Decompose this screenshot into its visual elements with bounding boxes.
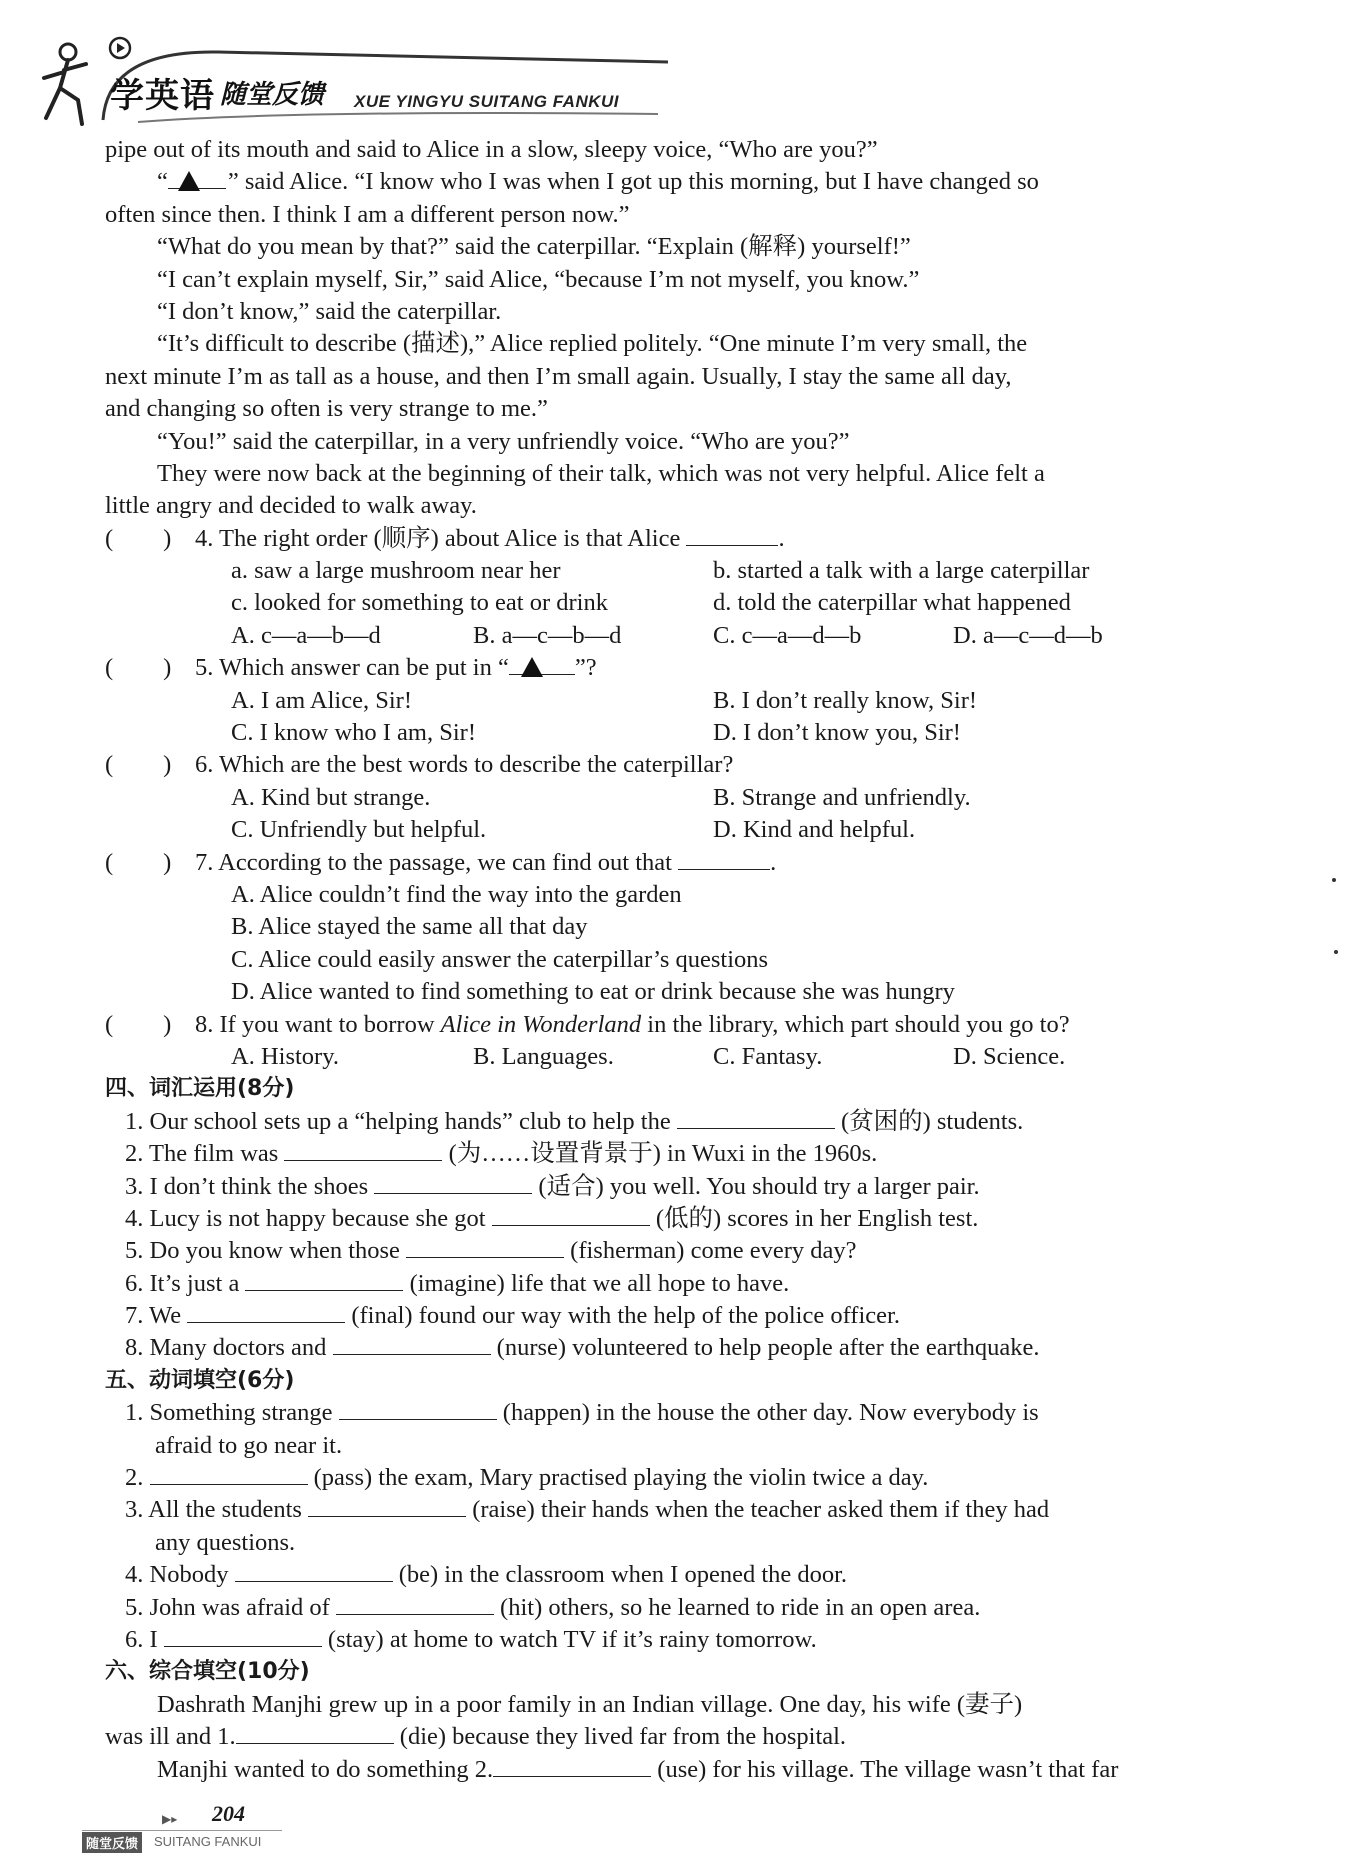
option-d[interactable]: D. Science.: [953, 1042, 1066, 1070]
cloze-line: Dashrath Manjhi grew up in a poor family in an Indian village. One day, his wife (妻子): [157, 1690, 1023, 1718]
question-stem: 6. Which are the best words to describe the caterpillar?: [195, 751, 734, 779]
option-c[interactable]: C. Unfriendly but helpful.: [231, 816, 487, 844]
answer-blank[interactable]: [374, 1171, 532, 1194]
margin-dot: [1334, 950, 1338, 954]
question-7-option: [105, 911, 1225, 943]
section-4-title: 四、词汇运用(8分): [105, 1076, 295, 1102]
verb-item: 1. Something strange (happen) in the house the other day. Now everybody is: [125, 1399, 1039, 1427]
question-5-options: [105, 717, 1225, 749]
answer-blank[interactable]: [236, 1721, 394, 1744]
question-7: ( ) 7. According to the passage, we can find out that .: [105, 847, 1225, 879]
vocab-item: 2. The film was (为……设置背景于) in Wuxi in the 1960s.: [125, 1140, 878, 1168]
margin-dot: [1332, 878, 1336, 882]
passage-line: pipe out of its mouth and said to Alice in a slow, sleepy voice, “Who are you?”: [105, 136, 878, 163]
verb-item-cont: afraid to go near it.: [155, 1431, 343, 1459]
item-b: b. started a talk with a large caterpillar: [713, 557, 1090, 585]
answer-blank[interactable]: [677, 1106, 835, 1129]
worksheet-content: [105, 134, 1225, 1786]
vocab-item: 6. It’s just a (imagine) life that we all hope to have.: [125, 1269, 790, 1297]
answer-paren[interactable]: ( ): [105, 1010, 172, 1038]
option-a[interactable]: A. I am Alice, Sir!: [231, 686, 412, 714]
answer-blank[interactable]: [164, 1624, 322, 1647]
cloze-line: was ill and 1. (die) because they lived far from the hospital.: [105, 1723, 847, 1751]
answer-blank[interactable]: [333, 1332, 491, 1355]
answer-paren[interactable]: ( ): [105, 848, 172, 876]
header-title-cn: 学英语: [110, 76, 215, 116]
question-8-options: [105, 1041, 1225, 1073]
verb-item: 2. (pass) the exam, Mary practised playing the violin twice a day.: [125, 1464, 929, 1492]
page-header: [38, 30, 738, 140]
answer-blank[interactable]: [686, 523, 778, 546]
triangle-marker-icon: [178, 171, 200, 191]
answer-blank[interactable]: [235, 1559, 393, 1582]
page-number: 204: [212, 1801, 245, 1826]
option-d[interactable]: D. a—c—d—b: [953, 621, 1103, 649]
verb-item: 4. Nobody (be) in the classroom when I opened the door.: [125, 1561, 848, 1589]
option-a[interactable]: A. History.: [231, 1042, 339, 1070]
option-c[interactable]: C. Alice could easily answer the caterpillar’s questions: [231, 945, 769, 973]
item-c: c. looked for something to eat or drink: [231, 589, 608, 617]
triangle-marker-icon: [521, 657, 543, 677]
passage-line: “It’s difficult to describe (描述),” Alice replied politely. “One minute I’m very small, the: [157, 330, 1028, 358]
footer-rule: [82, 1830, 282, 1831]
passage-line: “You!” said the caterpillar, in a very unfriendly voice. “Who are you?”: [157, 427, 850, 455]
vocab-item: 1. Our school sets up a “helping hands” club to help the (贫困的) students.: [125, 1107, 1024, 1135]
passage-line: “What do you mean by that?” said the caterpillar. “Explain (解释) yourself!”: [157, 233, 911, 261]
passage-line: next minute I’m as tall as a house, and then I’m small again. Usually, I stay the same all day,: [105, 362, 1012, 390]
vocab-item: 4. Lucy is not happy because she got (低的) scores in her English test.: [125, 1204, 979, 1232]
passage-line: They were now back at the beginning of their talk, which was not very helpful. Alice felt a: [157, 459, 1045, 487]
question-stem: 7. According to the passage, we can find out that: [195, 848, 672, 876]
page-footer: [82, 1798, 382, 1852]
section-6-title: 六、综合填空(10分): [105, 1659, 310, 1685]
section-5-title: 五、动词填空(6分): [105, 1367, 295, 1393]
header-title-cn2: 随堂反馈: [220, 80, 325, 110]
question-7-option: [105, 944, 1225, 976]
option-c[interactable]: C. Fantasy.: [713, 1042, 823, 1070]
answer-blank[interactable]: [339, 1397, 497, 1420]
passage-text: ” said Alice. “I know who I was when I got up this morning, but I have changed so: [227, 168, 1039, 196]
answer-blank[interactable]: [245, 1268, 403, 1291]
question-7-option: [105, 879, 1225, 911]
vocab-item: 3. I don’t think the shoes (适合) you well. You should try a larger pair.: [125, 1172, 980, 1200]
option-d[interactable]: D. I don’t know you, Sir!: [713, 719, 961, 747]
option-a[interactable]: A. c—a—b—d: [231, 621, 381, 649]
answer-paren[interactable]: ( ): [105, 524, 172, 552]
play-icon: [108, 36, 132, 60]
question-6-options: [105, 782, 1225, 814]
question-8: ( ) 8. If you want to borrow Alice in Wonderland in the library, which part should you go to?: [105, 1009, 1225, 1041]
footer-badge: 随堂反馈: [82, 1832, 142, 1853]
passage-line: often since then. I think I am a different person now.”: [105, 200, 630, 228]
passage-line: “I can’t explain myself, Sir,” said Alice, “because I’m not myself, you know.”: [157, 265, 920, 293]
verb-item: 5. John was afraid of (hit) others, so he learned to ride in an open area.: [125, 1593, 981, 1621]
question-4-items: [105, 555, 1225, 587]
answer-blank[interactable]: [150, 1462, 308, 1485]
question-6-options: [105, 814, 1225, 846]
answer-blank[interactable]: [336, 1592, 494, 1615]
runner-icon: [38, 38, 108, 128]
question-4-options: [105, 620, 1225, 652]
question-4: ( ) 4. The right order (顺序) about Alice is that Alice .: [105, 523, 1225, 555]
option-a[interactable]: A. Kind but strange.: [231, 783, 431, 811]
option-b[interactable]: B. Strange and unfriendly.: [713, 783, 971, 811]
answer-blank[interactable]: [187, 1300, 345, 1323]
header-title-en: XUE YINGYU SUITANG FANKUI: [354, 92, 620, 111]
answer-blank[interactable]: [284, 1138, 442, 1161]
question-stem: 5. Which answer can be put in “: [195, 654, 509, 682]
option-d[interactable]: D. Alice wanted to find something to eat or drink because she was hungry: [231, 978, 955, 1006]
answer-blank[interactable]: [308, 1494, 466, 1517]
item-a: a. saw a large mushroom near her: [231, 557, 561, 585]
option-b[interactable]: B. Languages.: [473, 1042, 614, 1070]
verb-item: 6. I (stay) at home to watch TV if it’s rainy tomorrow.: [125, 1625, 817, 1653]
item-d: d. told the caterpillar what happened: [713, 589, 1071, 617]
option-b[interactable]: B. I don’t really know, Sir!: [713, 686, 978, 714]
passage-line: “I don’t know,” said the caterpillar.: [157, 297, 502, 325]
question-7-option: [105, 976, 1225, 1008]
question-5-options: [105, 685, 1225, 717]
answer-blank[interactable]: [406, 1235, 564, 1258]
question-stem: 4. The right order (顺序) about Alice is that Alice: [195, 524, 681, 552]
option-c[interactable]: C. c—a—d—b: [713, 621, 862, 649]
question-4-items: [105, 587, 1225, 619]
passage-line: little angry and decided to walk away.: [105, 492, 477, 520]
question-5: ( ) 5. Which answer can be put in “ ”?: [105, 652, 1225, 684]
answer-blank[interactable]: [678, 847, 770, 870]
option-b[interactable]: B. a—c—b—d: [473, 621, 622, 649]
option-b[interactable]: B. Alice stayed the same all that day: [231, 913, 588, 941]
vocab-item: 8. Many doctors and (nurse) volunteered to help people after the earthquake.: [125, 1334, 1040, 1362]
question-6: [105, 749, 1225, 781]
book-title: Alice in Wonderland: [440, 1010, 642, 1038]
verb-item: 3. All the students (raise) their hands when the teacher asked them if they had: [125, 1496, 1050, 1524]
cloze-line: Manjhi wanted to do something 2. (use) for his village. The village wasn’t that far: [157, 1755, 1119, 1783]
vocab-item: 7. We (final) found our way with the help of the police officer.: [125, 1302, 900, 1330]
option-a[interactable]: A. Alice couldn’t find the way into the garden: [231, 880, 682, 908]
passage-line: “ ” said Alice. “I know who I was when I got up this morning, but I have changed so: [157, 168, 1039, 196]
vocab-item: 5. Do you know when those (fisherman) come every day?: [125, 1237, 857, 1265]
answer-paren[interactable]: ( ): [105, 751, 172, 779]
passage-line: and changing so often is very strange to me.”: [105, 395, 548, 423]
answer-paren[interactable]: ( ): [105, 654, 172, 682]
page-arrow-icon: ▶▸: [162, 1812, 178, 1826]
verb-item-cont: any questions.: [155, 1528, 296, 1556]
question-stem: 8. If you want to borrow: [195, 1010, 441, 1038]
answer-blank[interactable]: [493, 1754, 651, 1777]
option-c[interactable]: C. I know who I am, Sir!: [231, 719, 476, 747]
answer-blank[interactable]: [492, 1203, 650, 1226]
footer-en: SUITANG FANKUI: [154, 1834, 262, 1849]
option-d[interactable]: D. Kind and helpful.: [713, 816, 916, 844]
